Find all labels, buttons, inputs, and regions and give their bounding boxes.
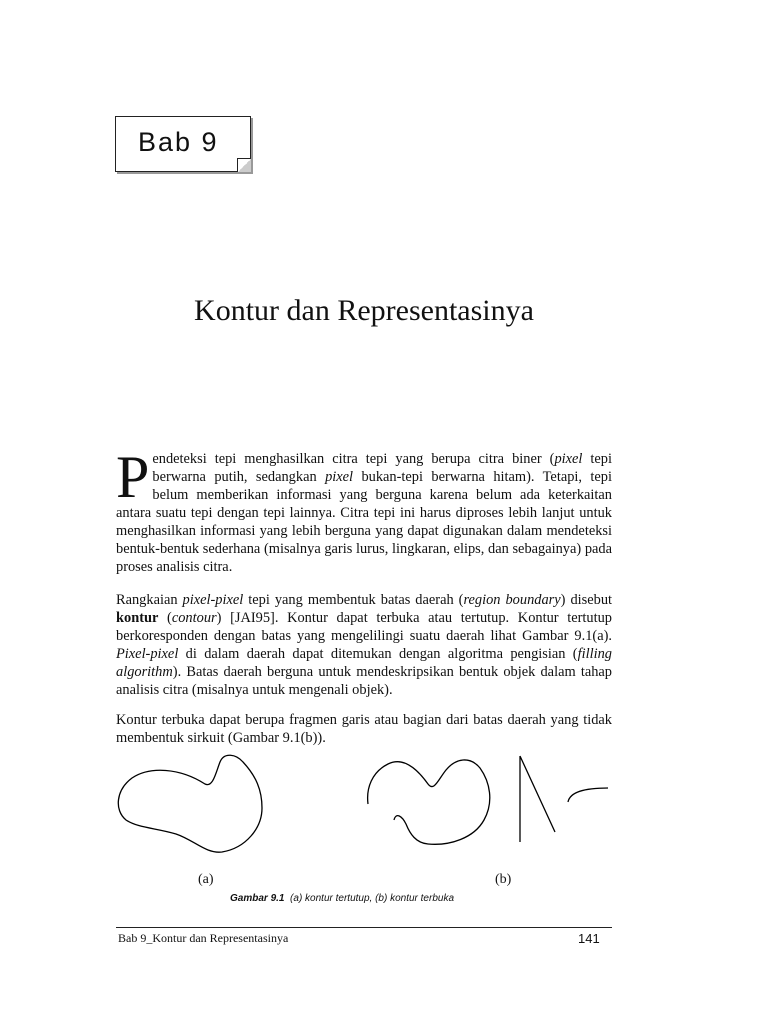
- open-contour-lines: [520, 756, 555, 842]
- text-run: ) [JAI95]. Kontur dapat terbuka atau tertutup. Kontur tertutup berkoresponden dengan batas yang mengelilingi suatu daerah lihat Gambar 9.1(a).: [116, 610, 612, 644]
- footer-divider: [116, 927, 612, 928]
- text-run: pixel: [325, 469, 354, 485]
- text-run: di dalam daerah dapat ditemukan dengan algoritma pengisian (: [178, 646, 578, 662]
- figure-label-b: (b): [495, 872, 512, 887]
- page-title: Kontur dan Representasinya: [194, 294, 534, 327]
- text-run: ). Batas daerah berguna untuk mendeskripsikan bentuk objek dalam tahap analisis citra (misalnya untuk mengenali objek).: [116, 664, 612, 698]
- figure-label-a: (a): [198, 872, 214, 887]
- text-run: (: [158, 610, 172, 626]
- chapter-label: Bab 9: [138, 127, 219, 157]
- text-run: tepi berwarna putih, sedangkan: [152, 451, 612, 485]
- text-run: Kontur terbuka dapat berupa fragmen garis atau bagian dari batas daerah yang tidak membentuk sirkuit (Gambar 9.1(b)).: [116, 712, 612, 746]
- text-run: filling algorithm: [116, 646, 612, 680]
- open-contour-arc: [568, 788, 608, 802]
- text-run: contour: [171, 610, 217, 626]
- footer-chapter-title: Bab 9_Kontur dan Representasinya: [118, 931, 289, 945]
- text-run: endeteksi tepi menghasilkan citra tepi yang berupa citra biner (: [152, 451, 555, 467]
- figure-caption: [230, 893, 454, 904]
- text-run: tepi yang membentuk batas daerah (: [243, 592, 464, 608]
- paragraph-3: [116, 711, 612, 747]
- figure-contours: [110, 748, 620, 873]
- page-number: 141: [578, 931, 600, 946]
- closed-contour-shape: [118, 755, 262, 852]
- text-run: region boundary: [463, 592, 561, 608]
- paragraph-2: [116, 591, 612, 699]
- text-run: Rangkaian: [116, 592, 183, 608]
- text-run: pixel: [554, 451, 583, 467]
- text-run: pixel-pixel: [182, 592, 244, 608]
- caption-text: (a) kontur tertutup, (b) kontur terbuka: [290, 893, 455, 904]
- chapter-box: [115, 116, 251, 172]
- text-run: ) disebut: [560, 592, 613, 608]
- text-run: Pixel-pixel: [116, 646, 179, 662]
- open-contour-curve: [368, 760, 490, 844]
- paragraph-1: [116, 444, 612, 576]
- page-fold-icon: [237, 158, 251, 172]
- text-run: kontur: [116, 610, 159, 626]
- caption-number: Gambar 9.1: [230, 893, 285, 904]
- text-run: bukan-tepi berwarna hitam). Tetapi, tepi belum memberikan informasi yang berguna karena belum ada keterkaitan antara suatu tepi dengan tepi lainnya. Citra tepi ini harus diproses lebih lanjut untuk menghasilkan informasi yang lebih berguna yang dapat digunakan dalam mendeteksi bentuk-bentuk sederhana (misalnya garis lurus, lingkaran, elips, dan sebagainya) pada proses analisis citra.: [116, 469, 612, 575]
- drop-cap: P: [116, 444, 150, 510]
